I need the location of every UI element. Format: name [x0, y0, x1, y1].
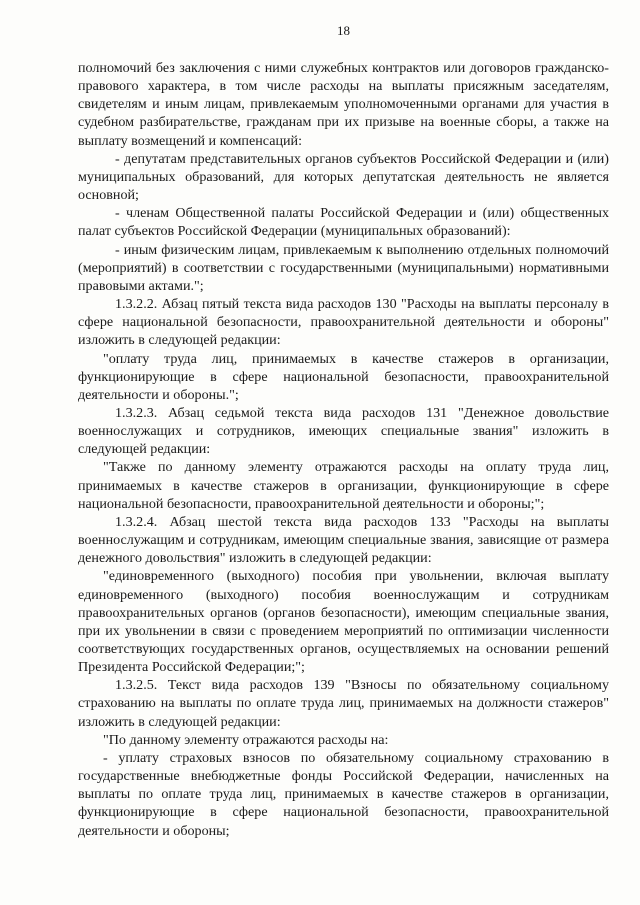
paragraph: "Также по данному элементу отражаются расходы на оплату труда лиц, принимаемых в качестве стажеров в организации, функционирующие в сфере национальной безопасности, правоохранительной деятельности и обороны;"; [78, 459, 609, 512]
paragraph: "По данному элементу отражаются расходы на: [103, 731, 389, 748]
paragraph: - уплату страховых взносов по обязательному социальному страхованию в государственные внебюджетные фонды Российской Федерации, начисленных на выплаты по оплате труда лиц, принимаемых в качестве стажеров в организации, функционирующие в сфере национальной безопасности, правоохранительной деятельности и обороны; [78, 749, 609, 839]
paragraph: полномочий без заключения с ними служебных контрактов или договоров гражданско-правового характера, в том числе расходы на выплаты присяжным заседателям, свидетелям и иным лицам, привлекаемым уполномоченными органами для участия в судебном разбирательстве, гражданам при их призыве на военные сборы, а также на выплату возмещений и компенсаций: [78, 60, 609, 149]
paragraph: "оплату труда лиц, принимаемых в качестве стажеров в организации, функционирующие в сфере национальной безопасности, правоохранительной деятельности и обороны."; [78, 350, 609, 403]
paragraph: 1.3.2.3. Абзац седьмой текста вида расходов 131 "Денежное довольствие военнослужащих и сотрудников, имеющих специальные звания" изложить в следующей редакции: [78, 404, 609, 458]
paragraph: - иным физическим лицам, привлекаемым к выполнению отдельных полномочий (мероприятий) в соответствии с государственными (муниципальными) нормативными правовыми актами."; [78, 241, 609, 294]
paragraph: - членам Общественной палаты Российской Федерации и (или) общественных палат субъектов Российской Федерации (муниципальных образований): [78, 205, 609, 240]
paragraph: 1.3.2.4. Абзац шестой текста вида расходов 133 "Расходы на выплаты военнослужащим и сотрудникам, имеющим специальные звания, зависящие от размера денежного довольствия" изложить в следующей редакции: [78, 513, 609, 567]
page-number: 18 [337, 23, 350, 38]
paragraph: - депутатам представительных органов субъектов Российской Федерации и (или) муниципальных образований, для которых депутатская деятельность не является основной; [78, 150, 609, 204]
document-body [78, 59, 609, 840]
paragraph: 1.3.2.5. Текст вида расходов 139 "Взносы по обязательному социальному страхованию на выплаты по оплате труда лиц, принимаемых на должности стажеров" изложить в следующей редакции: [78, 677, 609, 730]
paragraph: "единовременного (выходного) пособия при увольнении, включая выплату единовременного (выходного) пособия военнослужащим и сотрудникам правоохранительных органов (органов безопасности), имеющим специальные звания, при их увольнении в связи с проведением мероприятий по оптимизации численности соответствующих государственных органов, осуществляемых на основании решений Президента Российской Федерации;"; [78, 568, 609, 676]
paragraph: 1.3.2.2. Абзац пятый текста вида расходов 130 "Расходы на выплаты персоналу в сфере национальной безопасности, правоохранительной деятельности и обороны" изложить в следующей редакции: [78, 296, 609, 349]
